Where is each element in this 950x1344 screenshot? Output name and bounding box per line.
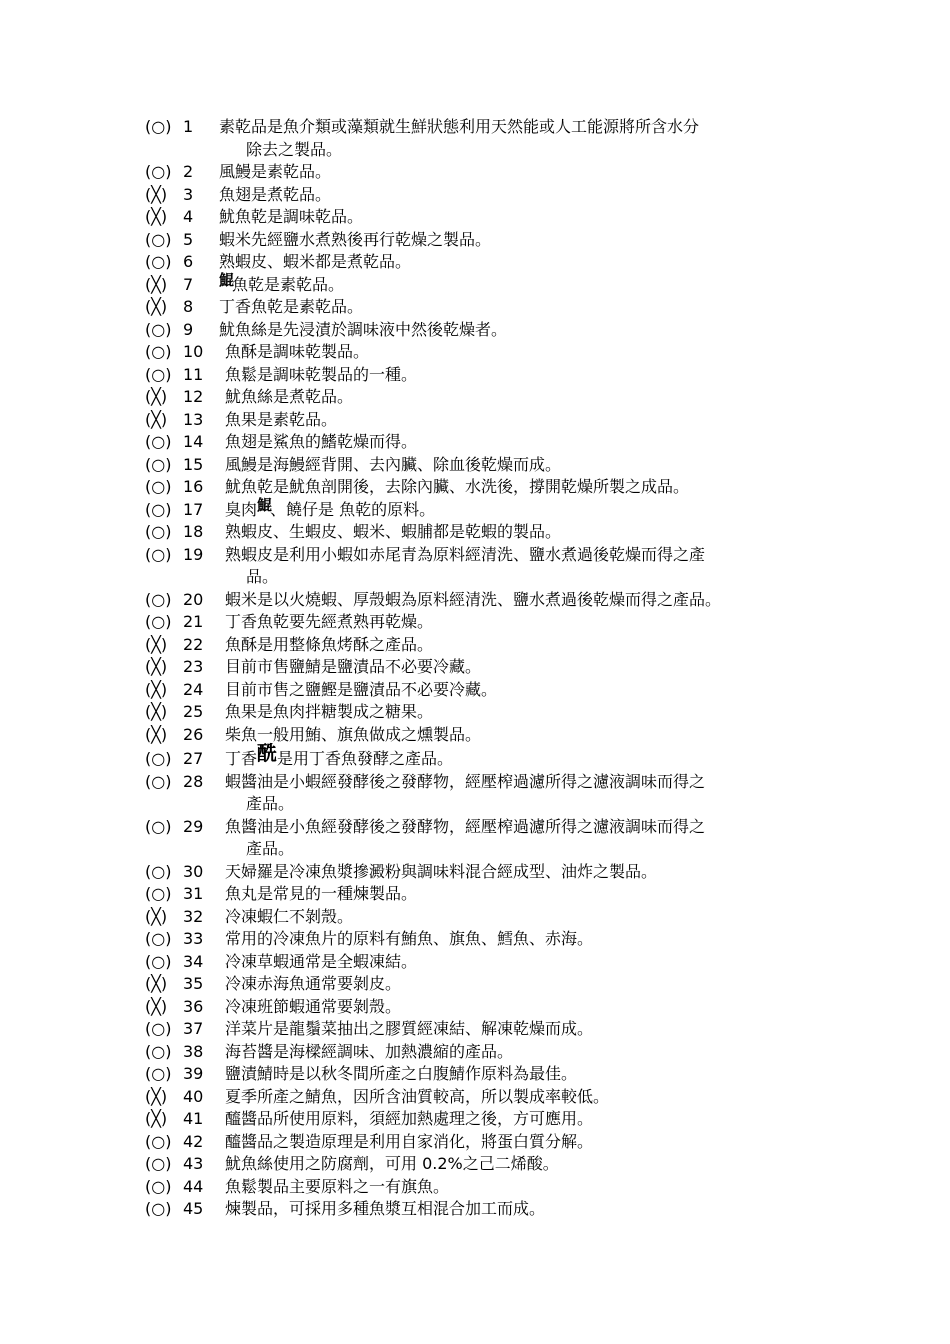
question-item (145, 1153, 835, 1176)
answer-mark: (○) (145, 816, 172, 836)
question-item (145, 386, 835, 409)
answer-mark: (╳) (145, 906, 168, 926)
answer-mark: (○) (145, 749, 172, 768)
question-number: 42 (183, 1131, 204, 1151)
answer-mark: (╳) (145, 702, 168, 721)
question-item (145, 1131, 835, 1154)
question-number: 40 (183, 1086, 204, 1106)
question-text: 柴魚一般用鮪、旗魚做成之燻製品。 (225, 724, 482, 744)
answer-mark: (╳) (145, 1086, 168, 1106)
question-number: 4 (183, 207, 194, 226)
question-item (145, 1018, 835, 1041)
answer-mark: (○) (145, 477, 172, 496)
question-number: 15 (183, 454, 204, 474)
question-item (145, 1176, 835, 1199)
question-number: 1 (183, 117, 194, 136)
question-number: 16 (183, 477, 204, 496)
answer-mark: (○) (145, 1176, 172, 1196)
question-number: 38 (183, 1041, 204, 1061)
question-number: 27 (183, 749, 204, 768)
question-text: 魚醬油是小魚經發酵後之發酵物，經壓榨過濾所得之濾液調味而得之 (225, 816, 706, 836)
question-item (145, 206, 835, 229)
answer-mark: (╳) (145, 274, 168, 294)
question-text: 魚鬆製品主要原料之一有旗魚。 (225, 1176, 450, 1196)
question-text: 冷凍草蝦通常是全蝦凍結。 (225, 951, 418, 971)
question-item (145, 251, 835, 274)
question-text: 目前市售鹽鯖是鹽漬品不必要冷藏。 (225, 657, 482, 676)
question-item (145, 116, 835, 161)
answer-mark: (╳) (145, 387, 168, 406)
answer-mark: (○) (145, 252, 172, 271)
special-glyph: 鯤 (257, 495, 271, 514)
question-text: 熟蝦皮是利用小蝦如赤尾青為原料經清洗、鹽水煮過後乾燥而得之產 (225, 544, 706, 564)
question-text: 天婦羅是冷凍魚漿摻澱粉與調味料混合經成型、油炸之製品。 (225, 861, 658, 881)
question-item (145, 495, 835, 522)
question-text-prefix: 丁香 (225, 749, 258, 768)
question-text: 是用丁香魚發酵之產品。 (277, 749, 454, 768)
question-text: 夏季所產之鯖魚，因所含油質較高，所以製成率較低。 (225, 1086, 610, 1106)
question-item (145, 409, 835, 432)
question-number: 45 (183, 1199, 204, 1218)
question-number: 7 (183, 274, 194, 294)
question-text: 素乾品是魚介類或藻類就生鮮狀態利用天然能或人工能源將所含水分 (219, 117, 700, 136)
question-number: 5 (183, 229, 194, 249)
question-text: 魚丸是常見的一種煉製品。 (225, 884, 418, 903)
question-text: 丁香魚乾是素乾品。 (219, 297, 364, 316)
question-number: 8 (183, 297, 194, 316)
answer-mark: (╳) (145, 207, 168, 226)
question-text: 蝦米是以火燒蝦、厚殼蝦為原料經清洗、鹽水煮過後乾燥而得之產品。 (225, 589, 722, 609)
question-item (145, 996, 835, 1019)
answer-mark: (╳) (145, 184, 168, 204)
answer-mark: (○) (145, 117, 172, 136)
question-number: 3 (183, 184, 194, 204)
question-item (145, 928, 835, 951)
question-number: 19 (183, 544, 204, 564)
question-number: 37 (183, 1019, 204, 1038)
answer-mark: (○) (145, 1131, 172, 1151)
answer-mark: (╳) (145, 409, 168, 429)
question-text: 魚酥是調味乾製品。 (225, 342, 370, 361)
question-item (145, 611, 835, 634)
question-number: 35 (183, 974, 204, 993)
question-text: 魚乾是素乾品。 (232, 274, 345, 294)
answer-mark: (○) (145, 951, 172, 971)
question-text: 魷魚乾是調味乾品。 (219, 207, 364, 226)
answer-mark: (╳) (145, 657, 168, 676)
answer-mark: (╳) (145, 724, 168, 744)
question-item (145, 270, 835, 297)
question-number: 25 (183, 702, 204, 721)
answer-mark: (○) (145, 522, 172, 541)
question-number: 23 (183, 657, 204, 676)
answer-mark: (○) (145, 1064, 172, 1083)
question-number: 32 (183, 906, 204, 926)
question-text: 魷魚乾是魷魚剖開後，去除內臟、水洗後，撐開乾燥所製之成品。 (225, 477, 690, 496)
question-text-continuation: 產品。 (246, 794, 295, 813)
question-text: 魚果是素乾品。 (225, 409, 338, 429)
answer-mark: (╳) (145, 1109, 168, 1128)
answer-mark: (○) (145, 929, 172, 948)
question-number: 12 (183, 387, 204, 406)
question-text: 醯醬品所使用原料，須經加熱處理之後，方可應用。 (225, 1109, 594, 1128)
question-item (145, 319, 835, 342)
question-number: 29 (183, 816, 204, 836)
question-text: 魷魚絲是煮乾品。 (225, 387, 354, 406)
question-text-continuation: 產品。 (246, 839, 295, 858)
question-text: 魚翅是煮乾品。 (219, 184, 332, 204)
question-text: 魚鬆是調味乾製品的一種。 (225, 364, 418, 384)
answer-mark: (○) (145, 771, 172, 791)
question-item (145, 341, 835, 364)
question-text: 熟蝦皮、生蝦皮、蝦米、蝦脯都是乾蝦的製品。 (225, 522, 562, 541)
question-number: 10 (183, 342, 204, 361)
question-text: 、饒仔是 魚乾的原料。 (270, 499, 436, 519)
question-number: 18 (183, 522, 204, 541)
answer-mark: (○) (145, 229, 172, 249)
question-item (145, 364, 835, 387)
question-text: 冷凍蝦仁不剝殼。 (225, 906, 354, 926)
question-text-prefix: 臭肉 (225, 499, 258, 519)
question-item (145, 741, 835, 771)
question-text-continuation: 除去之製品。 (246, 139, 343, 159)
question-item (145, 973, 835, 996)
question-number: 26 (183, 724, 204, 744)
answer-mark: (○) (145, 162, 172, 181)
question-text: 熟蝦皮、蝦米都是煮乾品。 (219, 252, 412, 271)
question-item (145, 861, 835, 884)
question-item (145, 1041, 835, 1064)
answer-mark: (╳) (145, 996, 168, 1016)
question-number: 17 (183, 499, 204, 519)
question-text: 鹽漬鯖時是以秋冬間所產之白腹鯖作原料為最佳。 (225, 1064, 578, 1083)
question-item (145, 1086, 835, 1109)
question-text: 常用的冷凍魚片的原料有鮪魚、旗魚、鱈魚、赤海。 (225, 929, 594, 948)
question-number: 6 (183, 252, 194, 271)
question-number: 31 (183, 884, 204, 903)
answer-mark: (╳) (145, 679, 168, 699)
question-text: 洋菜片是龍鬚菜抽出之膠質經凍結、解凍乾燥而成。 (225, 1019, 594, 1038)
answer-mark: (○) (145, 1019, 172, 1038)
question-item (145, 951, 835, 974)
question-item (145, 883, 835, 906)
answer-mark: (○) (145, 364, 172, 384)
question-item (145, 701, 835, 724)
question-item (145, 476, 835, 499)
question-item (145, 1108, 835, 1131)
question-text: 魚果是魚肉拌糖製成之糖果。 (225, 702, 434, 721)
answer-mark: (○) (145, 342, 172, 361)
answer-mark: (○) (145, 861, 172, 881)
question-number: 30 (183, 861, 204, 881)
answer-mark: (○) (145, 499, 172, 519)
question-item (145, 431, 835, 454)
question-text: 煉製品，可採用多種魚漿互相混合加工而成。 (225, 1199, 546, 1218)
answer-mark: (○) (145, 612, 172, 631)
question-text: 魚翅是鯊魚的鰭乾燥而得。 (225, 432, 418, 451)
question-number: 21 (183, 612, 204, 631)
answer-mark: (○) (145, 319, 172, 339)
question-number: 43 (183, 1154, 204, 1173)
question-number: 41 (183, 1109, 204, 1128)
answer-mark: (╳) (145, 974, 168, 993)
question-number: 11 (183, 364, 204, 384)
answer-mark: (○) (145, 544, 172, 564)
answer-mark: (╳) (145, 634, 168, 654)
question-text: 海苔醬是海樑經調味、加熱濃縮的產品。 (225, 1041, 514, 1061)
question-text: 魷魚絲使用之防腐劑，可用 0.2%之己二烯酸。 (225, 1154, 559, 1173)
question-number: 36 (183, 996, 204, 1016)
question-item (145, 771, 835, 816)
question-number: 33 (183, 929, 204, 948)
question-text: 魷魚絲是先浸漬於調味液中然後乾燥者。 (219, 319, 508, 339)
answer-mark: (○) (145, 432, 172, 451)
answer-mark: (○) (145, 1154, 172, 1173)
question-text-continuation: 品。 (246, 567, 279, 586)
question-number: 39 (183, 1064, 204, 1083)
question-number: 44 (183, 1176, 204, 1196)
answer-mark: (○) (145, 1199, 172, 1218)
question-item (145, 544, 835, 589)
answer-mark: (○) (145, 884, 172, 903)
question-number: 14 (183, 432, 204, 451)
question-item (145, 589, 835, 612)
question-item (145, 816, 835, 861)
question-text: 目前市售之鹽鰹是鹽漬品不必要冷藏。 (225, 679, 498, 699)
question-item (145, 521, 835, 544)
question-item (145, 724, 835, 747)
question-item (145, 296, 835, 319)
question-text: 蝦米先經鹽水煮熟後再行乾燥之製品。 (219, 229, 492, 249)
question-number: 28 (183, 771, 204, 791)
question-item (145, 229, 835, 252)
answer-mark: (○) (145, 1041, 172, 1061)
special-glyph: 酰 (257, 741, 278, 765)
question-item (145, 906, 835, 929)
question-text: 丁香魚乾要先經煮熟再乾燥。 (225, 612, 434, 631)
question-number: 13 (183, 409, 204, 429)
question-number: 24 (183, 679, 204, 699)
question-number: 22 (183, 634, 204, 654)
question-item (145, 1198, 835, 1221)
question-text: 蝦醬油是小蝦經發酵後之發酵物，經壓榨過濾所得之濾液調味而得之 (225, 771, 706, 791)
answer-mark: (○) (145, 454, 172, 474)
question-number: 2 (183, 162, 194, 181)
question-number: 9 (183, 319, 194, 339)
question-number: 34 (183, 951, 204, 971)
question-item (145, 634, 835, 657)
special-glyph: 鯤 (219, 270, 233, 289)
question-list (145, 116, 835, 1221)
question-item (145, 454, 835, 477)
question-item (145, 184, 835, 207)
question-item (145, 679, 835, 702)
question-text: 魚酥是用整條魚烤酥之產品。 (225, 634, 434, 654)
question-text: 風鰻是素乾品。 (219, 162, 332, 181)
question-item (145, 1063, 835, 1086)
question-text: 冷凍赤海魚通常要剝皮。 (225, 974, 402, 993)
question-item (145, 161, 835, 184)
question-number: 20 (183, 589, 204, 609)
answer-mark: (╳) (145, 297, 168, 316)
question-text: 風鰻是海鰻經背開、去內臟、除血後乾燥而成。 (225, 454, 562, 474)
question-text: 冷凍班節蝦通常要剝殼。 (225, 996, 402, 1016)
question-item (145, 656, 835, 679)
question-text: 醯醬品之製造原理是利用自家消化，將蛋白質分解。 (225, 1131, 594, 1151)
answer-mark: (○) (145, 589, 172, 609)
